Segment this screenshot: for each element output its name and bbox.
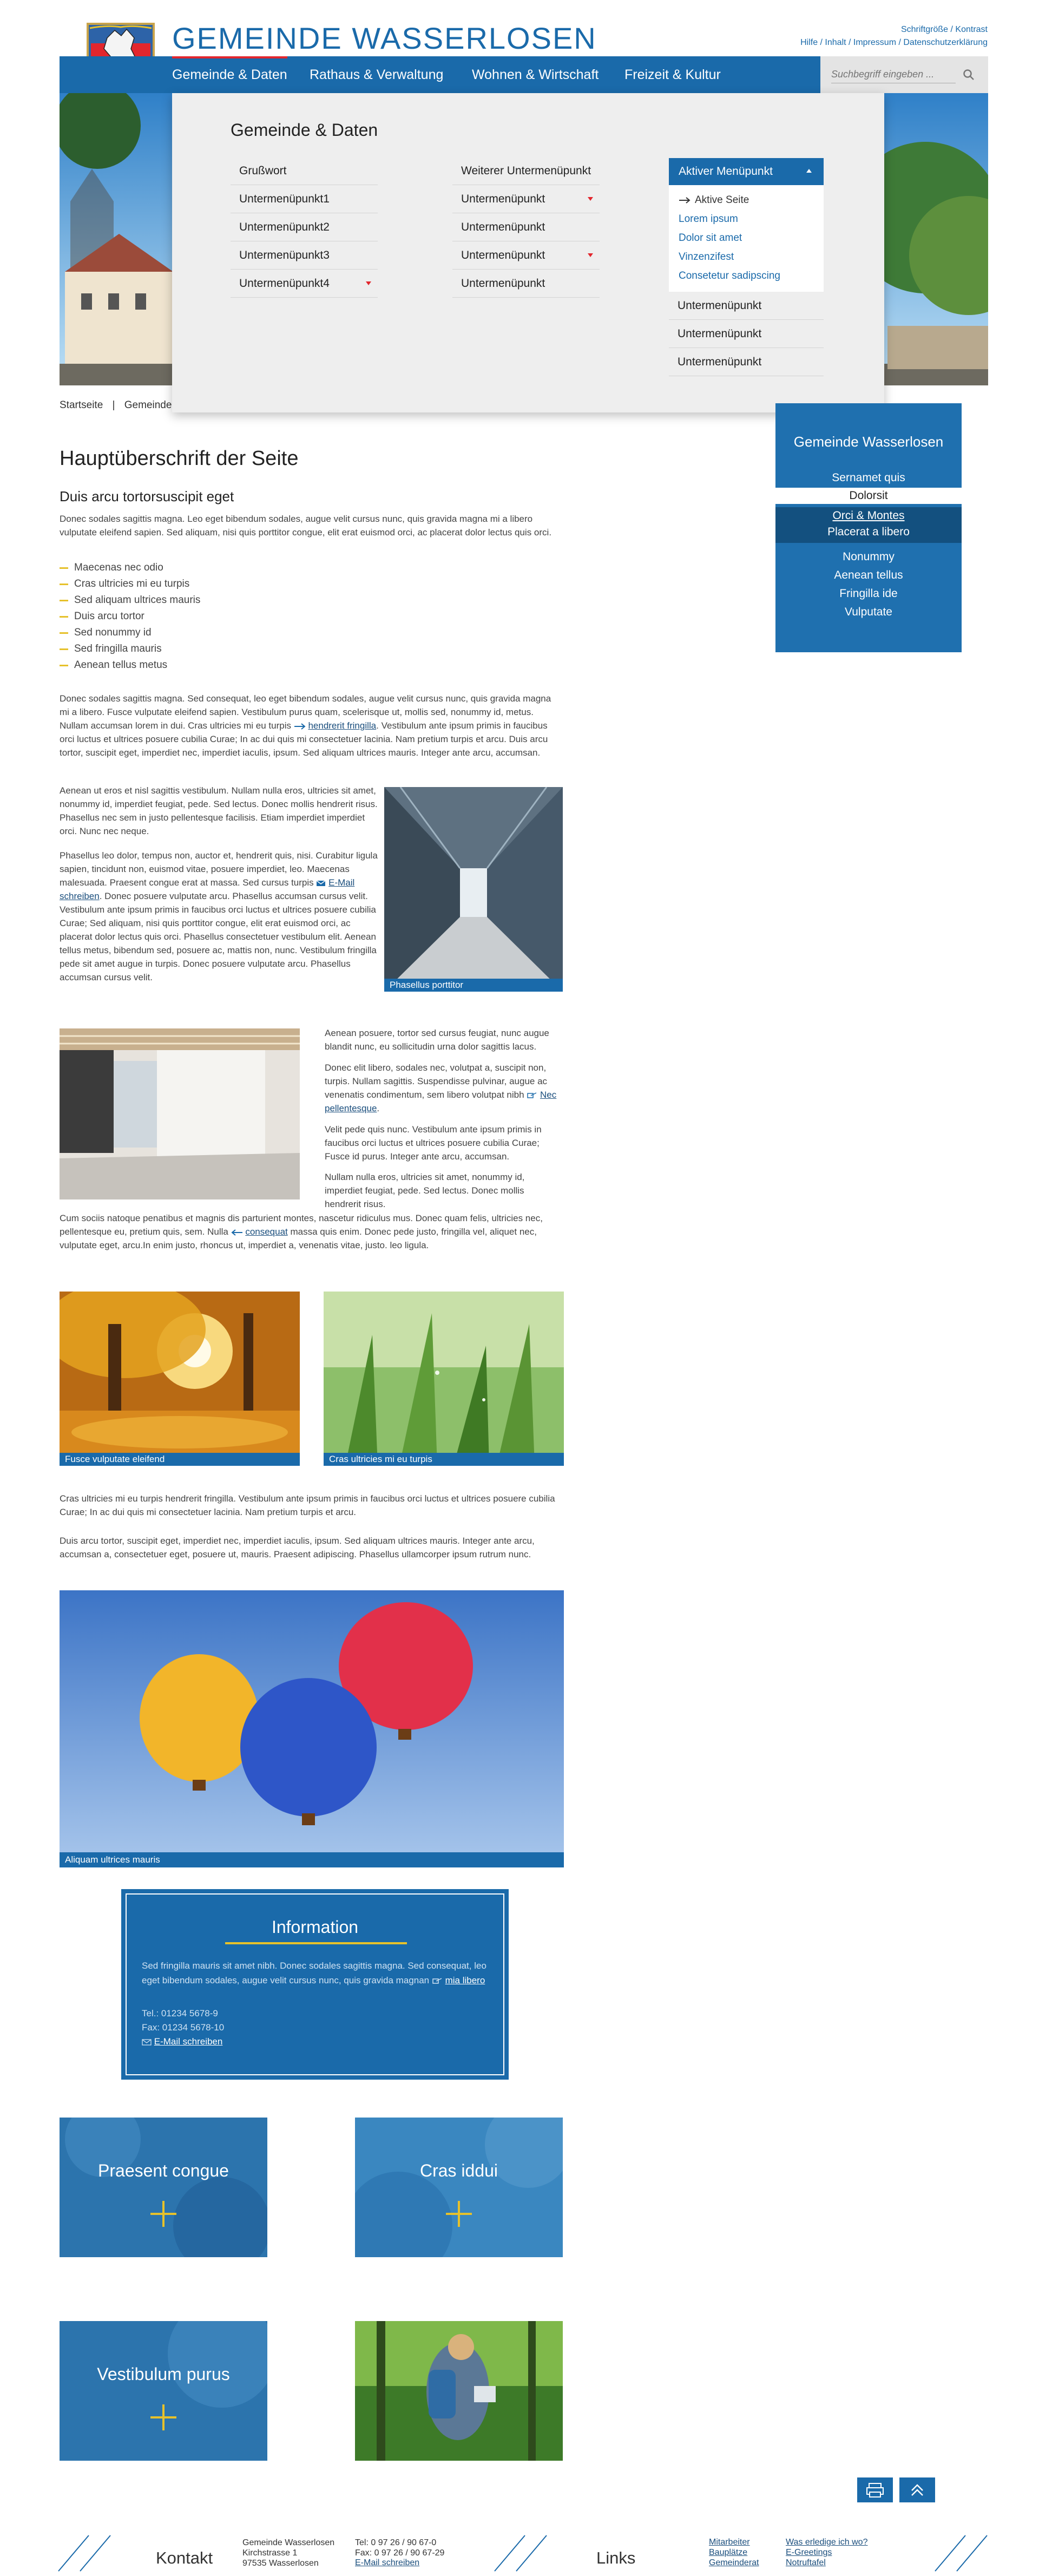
sidebar-item[interactable]: Vulputate — [845, 606, 892, 618]
arrow-right-icon — [294, 723, 306, 730]
submenu-link[interactable]: Dolor sit amet — [679, 232, 742, 244]
submenu-link[interactable]: Vinzenzifest — [679, 251, 734, 263]
caret-down-icon — [366, 281, 371, 285]
mega-link[interactable]: Untermenüpunkt2 — [231, 213, 378, 241]
image-figure[interactable] — [60, 1028, 300, 1199]
active-page-link[interactable] — [679, 191, 814, 209]
active-submenu — [669, 185, 824, 292]
mega-link[interactable]: Untermenüpunkt3 — [231, 241, 378, 270]
paragraph-text: . Donec posuere vulputate arcu. Phasellus accumsan cursus velit. Vestibulum ante ipsum primis in faucibus orci luctus et ultrices posuere cubilia Curae; Sed aliquam, nisi quis porttitor congue, elit erat euismod orci, ac placerat dolor lectus quis orci. Phasellus consectetuer vestibulum elit. Aenean tellus metus, bibendum sed, posuere ac, mattis non, nunc. Vestibulum fringilla pede sit amet augue in turpis. Donec posuere vulputate arcu. Phasellus accumsan cursus velit. — [60, 891, 377, 982]
mega-link-with-submenu[interactable] — [452, 185, 600, 213]
paragraph-text: . — [377, 1103, 380, 1113]
decorative-slashes-icon — [934, 2534, 994, 2572]
list-item: Cras ultricies mi eu turpis — [60, 576, 200, 592]
external-link[interactable]: Nec pellentesque — [325, 1090, 557, 1113]
footer-link[interactable]: Bauplätze — [709, 2548, 748, 2557]
sidebar-item-active[interactable]: Dolorsit — [775, 488, 962, 504]
paragraph — [60, 1211, 563, 1252]
image-caption: Cras ultricies mi eu turpis — [324, 1453, 564, 1466]
mail-icon — [142, 2039, 152, 2046]
paragraph: Aenean ut eros et nisl sagittis vestibulum. Nullam nulla eros, ultricies sit amet, nonummy id, imperdiet feugiat, pede. Sed lectus. Donec mollis hendrerit risus. Phasellus nec sem in justo pellentesque facilisis. Etiam imperdiet imperdiet orci. Nunc nec neque. — [60, 785, 378, 836]
mega-link-label: Untermenüpunkt — [461, 193, 545, 205]
internal-link[interactable]: hendrerit fringilla — [308, 720, 377, 731]
mega-link-label: Untermenüpunkt — [461, 249, 545, 261]
tile-background-image — [60, 2321, 267, 2461]
nav-item-freizeit-kultur[interactable]: Freizeit & Kultur — [624, 67, 721, 82]
paragraph: Duis arcu tortor, suscipit eget, imperdiet nec, imperdiet iaculis, ipsum. Sed aliquam ultrices mauris. Integer ante arcu, accumsan a, consectetuer eget, posuere ut, mauris. Praesent adipiscing. Phasellus ullamcorper ipsum rutrum nunc. — [60, 1536, 535, 1559]
site-title[interactable]: GEMEINDE WASSERLOSEN — [172, 21, 597, 55]
teaser-tile-image[interactable] — [355, 2321, 563, 2461]
image-figure[interactable] — [324, 1292, 564, 1466]
footer-address-line: Kirchstrasse 1 — [242, 2548, 298, 2558]
sidebar-subitem-current[interactable]: Orci & Montes — [832, 509, 905, 522]
mega-active-item[interactable] — [669, 158, 824, 185]
footer-address-line: 97535 Wasserlosen — [242, 2559, 319, 2568]
sidebar-item[interactable]: Aenean tellus — [834, 569, 903, 581]
nav-item-gemeinde-daten[interactable]: Gemeinde & Daten — [172, 56, 287, 93]
sidebar-navigation — [775, 403, 962, 652]
footer-link[interactable]: Notruftafel — [786, 2558, 826, 2567]
footer-links-heading: Links — [596, 2548, 636, 2567]
footer-fax: Fax: 0 97 26 / 90 67-29 — [355, 2548, 445, 2558]
mega-link-grusswort[interactable]: Grußwort — [231, 157, 378, 185]
paragraph-text: Donec sodales sagittis magna. Sed consequat, leo eget bibendum sodales, augue velit cursus nunc, quis gravida magna mi a libero. Fusce vulputate eleifend sapien. Vestibulum purus quam, scelerisque ut, mollis sed, nonummy id, metus. Nullam accumsan lorem in dui. Cras ultricies mi eu turpis — [60, 693, 551, 731]
image-caption: Fusce vulputate eleifend — [60, 1453, 300, 1466]
paragraph: Aenean posuere, tortor sed cursus feugiat, nunc augue blandit nunc, eu sollicitudin urna dolor sagittis lacus. — [325, 1028, 549, 1052]
autumn-park-image — [60, 1292, 300, 1466]
font-size-contrast-link[interactable]: Schriftgröße / Kontrast — [900, 25, 988, 34]
scroll-to-top-button[interactable] — [899, 2477, 935, 2502]
tile-title: Praesent congue — [98, 2161, 229, 2180]
paragraph — [60, 692, 563, 759]
double-chevron-up-icon — [899, 2477, 935, 2502]
email-link[interactable]: E-Mail schreiben — [154, 2036, 223, 2047]
mega-link[interactable]: Weiterer Untermenüpunkt — [452, 157, 600, 185]
external-link[interactable]: mia libero — [445, 1975, 485, 1985]
bullet-list — [60, 560, 200, 673]
sidebar-submenu — [775, 507, 962, 543]
list-item: Sed aliquam ultrices mauris — [60, 592, 200, 608]
paragraph — [325, 1061, 563, 1115]
utility-links[interactable]: Hilfe / Inhalt / Impressum / Datenschutzerklärung — [800, 38, 988, 47]
hall-image — [60, 1028, 300, 1199]
arrow-left-icon — [231, 1229, 243, 1236]
paragraph — [60, 849, 379, 984]
footer-link[interactable]: Gemeinderat — [709, 2558, 759, 2567]
sidebar-title[interactable]: Gemeinde Wasserlosen — [793, 434, 944, 450]
tile-title: Vestibulum purus — [97, 2364, 230, 2384]
nav-item-wohnen-wirtschaft[interactable]: Wohnen & Wirtschaft — [472, 67, 599, 82]
grass-image — [324, 1292, 564, 1466]
main-navigation — [60, 56, 988, 93]
caret-up-icon — [806, 169, 812, 173]
footer-contact-heading: Kontakt — [156, 2548, 213, 2567]
image-figure[interactable] — [60, 1292, 300, 1466]
image-caption: Phasellus porttitor — [384, 979, 563, 992]
search-icon[interactable] — [962, 68, 975, 81]
footer-link[interactable]: Was erledige ich wo? — [786, 2538, 868, 2547]
mega-link-label: Untermenüpunkt4 — [239, 277, 330, 290]
paragraph-text: Phasellus leo dolor, tempus non, auctor et, hendrerit quis, nisi. Curabitur ligula sapien, tincidunt non, euismod vitae, posuere imperdiet, leo. Maecenas malesuada. Praesent congue erat at massa. Sed cursus turpis — [60, 850, 378, 888]
phone-number: Tel.: 01234 5678-9 — [142, 2008, 218, 2018]
sidebar-item[interactable]: Sernamet quis — [832, 471, 905, 484]
footer-link[interactable]: Mitarbeiter — [709, 2538, 750, 2547]
arrow-right-icon — [679, 197, 691, 204]
mega-link[interactable]: Untermenüpunkt — [669, 292, 824, 320]
decorative-slashes-icon — [494, 2534, 553, 2572]
plus-icon — [150, 2201, 176, 2227]
caret-down-icon — [588, 197, 593, 201]
paragraph: Cras ultricies mi eu turpis hendrerit fringilla. Vestibulum ante ipsum primis in faucibus orci luctus et ultrices posuere cubilia Curae; In ac dui quis mi consectetuer lacinia. Nam pretium turpis et arcu. — [60, 1493, 555, 1517]
sidebar-item[interactable]: Fringilla ide — [839, 587, 898, 600]
section-subheading: Duis arcu tortorsuscipit eget — [60, 488, 234, 504]
hiker-forest-image — [355, 2321, 563, 2461]
paragraph: Nullam nulla eros, ultricies sit amet, nonummy id, imperdiet feugiat, pede. Sed lectus. Donec mollis hendrerit risus. — [325, 1172, 525, 1209]
mail-icon — [316, 880, 326, 887]
mega-link[interactable]: Untermenüpunkt — [452, 213, 600, 241]
mega-menu-column-3 — [669, 158, 824, 376]
corridor-image — [384, 787, 563, 992]
image-figure[interactable] — [384, 787, 563, 992]
teaser-tile[interactable] — [60, 2118, 267, 2257]
list-item: Duis arcu tortor — [60, 608, 200, 625]
list-item: Sed nonummy id — [60, 625, 200, 641]
internal-link[interactable]: consequat — [245, 1227, 288, 1237]
information-title: Information — [271, 1917, 359, 1937]
paragraph-text: massa quis enim. Donec pede justo, fringilla vel, aliquet nec, vulputate eget, arcu.In enim justo, rhoncus ut, imperdiet a, venenatis vitae, justo. leo ligula. — [60, 1227, 537, 1250]
submenu-link[interactable]: Lorem ipsum — [679, 213, 738, 225]
nav-item-rathaus-verwaltung[interactable]: Rathaus & Verwaltung — [310, 67, 444, 82]
external-link-icon — [432, 1978, 443, 1984]
breadcrumb-home[interactable]: Startseite — [60, 399, 103, 411]
intro-paragraph: Donec sodales sagittis magna. Leo eget bibendum sodales, augue velit cursus nunc, quis gravida magna mi a libero vulputate eleifend sapien. Sed aliquam, nisi quis porttitor congue, elit erat euismod orci, ac placerat dolor lectus quis orci. — [60, 514, 552, 538]
mega-link[interactable]: Untermenüpunkt1 — [231, 185, 378, 213]
external-link-icon — [527, 1092, 537, 1099]
mega-menu-column-2 — [452, 157, 600, 298]
breadcrumb-separator: | — [112, 399, 115, 411]
sidebar-subitem[interactable]: Placerat a libero — [827, 526, 910, 538]
mega-link-with-submenu[interactable] — [231, 270, 378, 298]
teaser-tile[interactable] — [60, 2321, 267, 2461]
footer-phone: Tel: 0 97 26 / 90 67-0 — [355, 2538, 437, 2547]
footer-email-link[interactable]: E-Mail schreiben — [355, 2558, 420, 2567]
mega-link[interactable]: Untermenüpunkt — [669, 320, 824, 348]
search-box — [820, 56, 988, 93]
title-underline — [225, 1942, 407, 1944]
paragraph-text: Donec elit libero, sodales nec, volutpat a, suscipit non, turpis. Nullam sagittis. Suspendisse pulvinar, augue ac venenatis condimentum, sem libero volutpat nibh — [325, 1063, 548, 1100]
print-button[interactable] — [857, 2477, 893, 2502]
footer-link[interactable]: E-Greetings — [786, 2548, 832, 2557]
sidebar-item[interactable]: Nonummy — [843, 550, 895, 563]
information-box — [121, 1889, 509, 2080]
list-item: Maecenas nec odio — [60, 560, 200, 576]
decorative-slashes-icon — [57, 2534, 117, 2572]
breadcrumb — [60, 399, 172, 411]
breadcrumb-current[interactable]: Gemeinde — [124, 399, 172, 411]
information-body: Sed fringilla mauris sit amet nibh. Donec sodales sagittis magna. Sed consequat, leo eget bibendum sodales, augue velit cursus nunc, quis gravida magnan — [142, 1961, 486, 1985]
plus-icon — [150, 2404, 176, 2430]
email-row — [142, 2036, 222, 2047]
mega-menu-column-1 — [231, 157, 378, 298]
active-page-label: Aktive Seite — [695, 194, 749, 206]
page-title: Hauptüberschrift der Seite — [60, 447, 299, 470]
printer-icon — [857, 2477, 893, 2502]
information-text — [142, 1958, 488, 1988]
search-input[interactable] — [831, 66, 956, 83]
mega-link[interactable]: Untermenüpunkt — [669, 348, 824, 376]
tile-background-image — [355, 2118, 563, 2257]
plus-icon — [446, 2201, 472, 2227]
footer-address-line: Gemeinde Wasserlosen — [242, 2538, 335, 2547]
submenu-link[interactable]: Consetetur sadipscing — [679, 270, 780, 281]
image-figure[interactable] — [60, 1590, 564, 1867]
caret-down-icon — [588, 253, 593, 257]
paragraph-text: Cum sociis natoque penatibus et magnis dis parturient montes, nascetur ridiculus mus. Donec quam felis, ultricies nec, pellentesque eu, pretium quis, sem. Nulla — [60, 1213, 543, 1237]
tile-background-image — [60, 2118, 267, 2257]
fax-number: Fax: 01234 5678-10 — [142, 2022, 225, 2033]
mega-menu — [172, 93, 884, 412]
tile-title: Cras iddui — [419, 2161, 498, 2180]
hot-air-balloons-image — [60, 1590, 564, 1867]
paragraph: Velit pede quis nunc. Vestibulum ante ipsum primis in faucibus orci luctus et ultrices posuere cubilia Curae; Fusce id purus. Integer ante arcu, accumsan. — [325, 1124, 542, 1162]
list-item: Sed fringilla mauris — [60, 641, 200, 657]
list-item: Aenean tellus metus — [60, 657, 200, 673]
teaser-tile[interactable] — [355, 2118, 563, 2257]
mega-link[interactable]: Untermenüpunkt — [452, 270, 600, 298]
email-link[interactable]: E-Mail schreiben — [60, 877, 355, 901]
mega-active-item-label: Aktiver Menüpunkt — [679, 165, 773, 178]
image-caption: Aliquam ultrices mauris — [60, 1852, 564, 1867]
mega-menu-title: Gemeinde & Daten — [231, 120, 378, 140]
paragraph-text: . Vestibulum ante ipsum primis in faucibus orci luctus et ultrices posuere cubilia Curae; In ac dui quis mi consectetuer lacinia. Nam pretium turpis et arcu. Duis arcu tortor, suscipit eget, imperdiet nec, imperdiet iaculis, ipsum. Sed aliquam ultrices mauris. Integer ante arcu, accumsan. — [60, 720, 548, 758]
mega-link-with-submenu[interactable] — [452, 241, 600, 270]
